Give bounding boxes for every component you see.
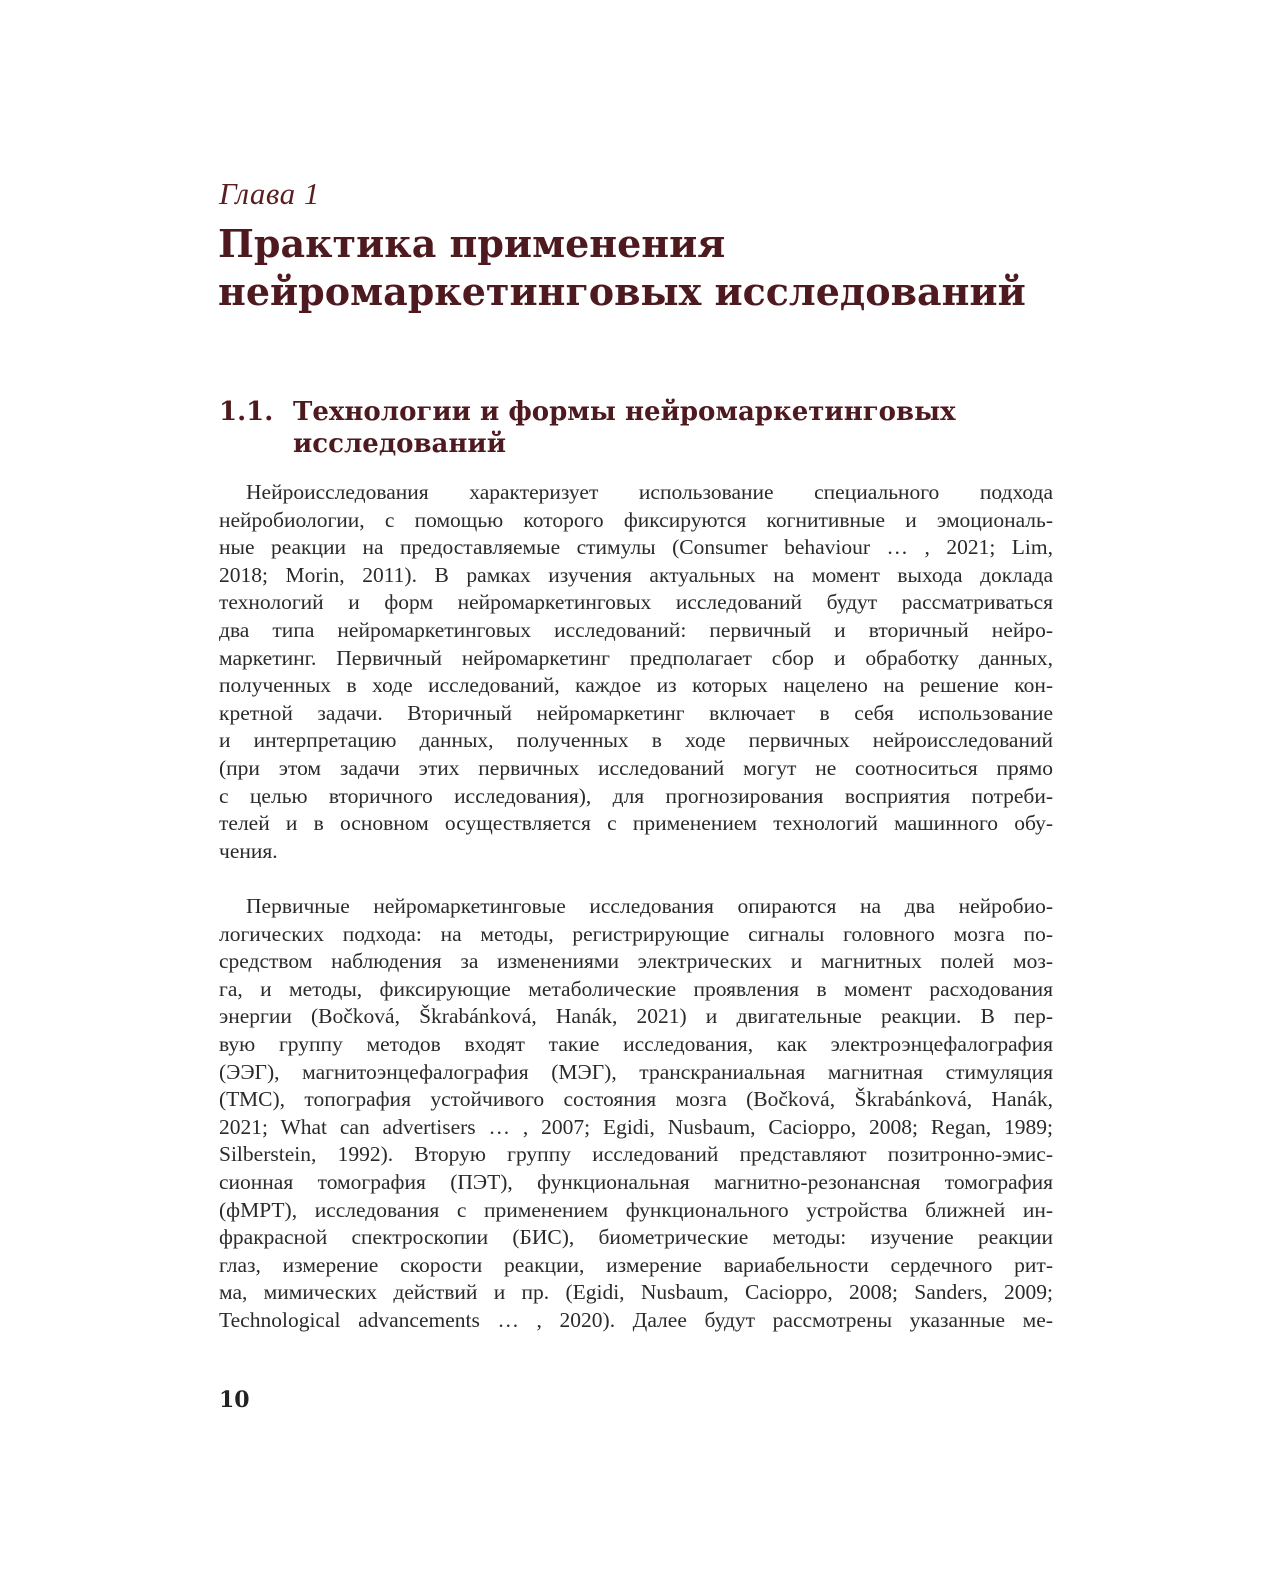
chapter-label: Глава 1 xyxy=(219,176,320,211)
text-line: полученных в ходе исследований, каждое из которых нацелено на решение кон- xyxy=(219,673,1053,698)
text-line: (ЭЭГ), магнитоэнцефалография (МЭГ), транскраниальная магнитная стимуляция xyxy=(219,1059,1053,1084)
text-line: Technological advancements … , 2020). Далее будут рассмотрены указанные ме- xyxy=(219,1307,1053,1332)
text-line: и интерпретацию данных, полученных в ходе первичных нейроисследований xyxy=(219,728,1053,753)
text-line: телей и в основном осуществляется с применением технологий машинного обу- xyxy=(219,811,1053,836)
text-line: га, и методы, фиксирующие метаболические проявления в момент расходования xyxy=(219,976,1053,1001)
section-title-line: Технологии и формы нейромаркетинговых xyxy=(293,397,956,427)
chapter-title-line: Практика применения xyxy=(218,221,726,266)
section-title-line: исследований xyxy=(293,429,507,459)
text-line: два типа нейромаркетинговых исследований: первичный и вторичный нейро- xyxy=(219,617,1053,642)
text-line: (при этом задачи этих первичных исследований могут не соотноситься прямо xyxy=(219,755,1053,780)
text-line: (фМРТ), исследования с применением функционального устройства ближней ин- xyxy=(219,1197,1053,1222)
text-line: технологий и форм нейромаркетинговых исследований будут рассматриваться xyxy=(219,590,1053,615)
text-line: ма, мимических действий и пр. (Egidi, Nusbaum, Cacioppo, 2008; Sanders, 2009; xyxy=(219,1280,1053,1305)
text-line: вую группу методов входят такие исследования, как электроэнцефалография xyxy=(219,1031,1053,1056)
text-line: Silberstein, 1992). Вторую группу исследований представляют позитронно-эмис- xyxy=(219,1142,1053,1167)
chapter-title xyxy=(218,220,1118,316)
paragraph-2 xyxy=(219,893,1053,1335)
text-line: фракрасной спектроскопии (БИС), биометрические методы: изучение реакции xyxy=(219,1225,1053,1250)
text-line: Первичные нейромаркетинговые исследования опираются на два нейробио- xyxy=(246,894,1053,918)
text-line: энергии (Bočková, Škrabánková, Hanák, 2021) и двигательные реакции. В пер- xyxy=(219,1004,1053,1029)
text-line: чения. xyxy=(219,838,278,863)
text-line: ные реакции на предоставляемые стимулы (Consumer behaviour … , 2021; Lim, xyxy=(219,535,1053,560)
text-line: 2021; What can advertisers … , 2007; Egidi, Nusbaum, Cacioppo, 2008; Regan, 1989; xyxy=(219,1114,1053,1139)
text-line: (ТМС), топография устойчивого состояния мозга (Bočková, Škrabánková, Hanák, xyxy=(219,1087,1053,1112)
text-line: глаз, измерение скорости реакции, измерение вариабельности сердечного рит- xyxy=(219,1252,1053,1277)
text-line: с целью вторичного исследования), для прогнозирования восприятия потреби- xyxy=(219,783,1053,808)
text-line: сионная томография (ПЭТ), функциональная магнитно-резонансная томография xyxy=(219,1169,1053,1194)
text-line: нейробиологии, с помощью которого фиксируются когнитивные и эмоциональ- xyxy=(219,507,1053,532)
text-line: средством наблюдения за изменениями электрических и магнитных полей моз- xyxy=(219,949,1053,974)
text-line: маркетинг. Первичный нейромаркетинг предполагает сбор и обработку данных, xyxy=(219,645,1053,670)
text-line: логических подхода: на методы, регистрирующие сигналы головного мозга по- xyxy=(219,921,1053,946)
text-line: Нейроисследования характеризует использование специального подхода xyxy=(246,480,1053,504)
section-title xyxy=(293,396,1073,460)
paragraph-1 xyxy=(219,479,1053,865)
text-line: кретной задачи. Вторичный нейромаркетинг включает в себя использование xyxy=(219,700,1053,725)
page-number: 10 xyxy=(219,1387,250,1413)
section-number: 1.1. xyxy=(219,397,274,427)
chapter-title-line: нейромаркетинговых исследований xyxy=(218,269,1026,314)
text-line: 2018; Morin, 2011). В рамках изучения актуальных на момент выхода доклада xyxy=(219,562,1053,587)
